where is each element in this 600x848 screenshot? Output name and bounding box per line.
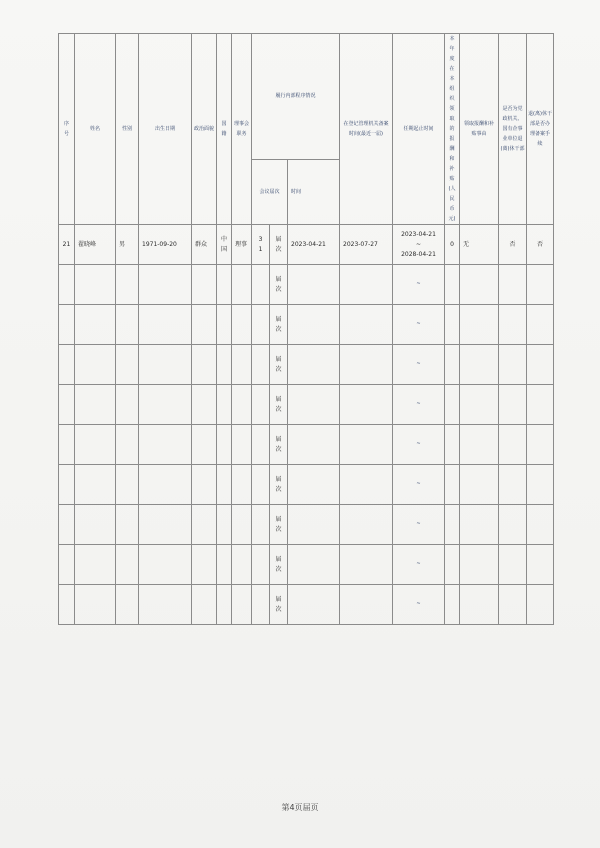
cell-session-units: 届 次 <box>270 265 288 305</box>
cell-session-units: 届 次 <box>270 385 288 425</box>
cell-retired: 否 <box>527 225 554 265</box>
cell-politics: 群众 <box>192 225 217 265</box>
table-row <box>59 425 554 465</box>
cell-term: ~ <box>393 505 445 545</box>
header-birth: 出生日期 <box>139 34 192 225</box>
header-politics: 政治面貌 <box>192 34 217 225</box>
cell-official: 否 <box>499 225 527 265</box>
cell-salary: 0 <box>445 225 460 265</box>
cell-gender: 男 <box>116 225 139 265</box>
cell-nationality: 中国 <box>217 225 232 265</box>
cell-time: 2023-04-21 <box>288 225 340 265</box>
header-retired: 退(离)休干部是否办理备案手续 <box>527 34 554 225</box>
cell-term: ~ <box>393 425 445 465</box>
header-gender: 性别 <box>116 34 139 225</box>
header-registration: 在登记管理机关备案时间(最近一届) <box>340 34 393 225</box>
cell-seq: 21 <box>59 225 75 265</box>
cell-term: ~ <box>393 385 445 425</box>
cell-term: ~ <box>393 345 445 385</box>
cell-session-units: 届 次 <box>270 225 288 265</box>
cell-registration: 2023-07-27 <box>340 225 393 265</box>
cell-salary-reason: 无 <box>460 225 499 265</box>
table-row <box>59 585 554 625</box>
header-row-1 <box>59 34 554 160</box>
cell-session-units: 届 次 <box>270 305 288 345</box>
cell-term: ~ <box>393 585 445 625</box>
header-procedure: 履行内部程序情况 <box>252 34 340 160</box>
cell-session-units: 届 次 <box>270 465 288 505</box>
table-row <box>59 385 554 425</box>
header-meeting: 会议届次 <box>252 160 288 225</box>
cell-name: 翟晓峰 <box>75 225 116 265</box>
header-official: 是否为党政机关、国有企事业单位退(离)休干部 <box>499 34 527 225</box>
cell-term: ~ <box>393 545 445 585</box>
header-salary-reason: 领取报酬和补贴事由 <box>460 34 499 225</box>
cell-session-units: 届 次 <box>270 585 288 625</box>
page-footer: 第4页届页 <box>281 803 319 812</box>
table-row <box>59 345 554 385</box>
header-seq: 序号 <box>59 34 75 225</box>
header-nationality: 国籍 <box>217 34 232 225</box>
cell-term: 2023-04-21 ~ 2028-04-21 <box>393 225 445 265</box>
cell-session-units: 届 次 <box>270 505 288 545</box>
cell-term: ~ <box>393 465 445 505</box>
table-row <box>59 505 554 545</box>
table-row <box>59 545 554 585</box>
header-term: 任期起止时间 <box>393 34 445 225</box>
table-row <box>59 265 554 305</box>
member-table <box>58 33 554 625</box>
cell-session-units: 届 次 <box>270 345 288 385</box>
cell-birth: 1971-09-20 <box>139 225 192 265</box>
cell-session-numbers: 3 1 <box>252 225 270 265</box>
header-time: 时间 <box>288 160 340 225</box>
header-position: 理事会职务 <box>232 34 252 225</box>
cell-session-units: 届 次 <box>270 425 288 465</box>
table-row <box>59 465 554 505</box>
header-salary: 本年度在本组织领取的报酬和补贴(人民币元) <box>445 34 460 225</box>
cell-position: 理事 <box>232 225 252 265</box>
cell-term: ~ <box>393 305 445 345</box>
cell-term: ~ <box>393 265 445 305</box>
table-row <box>59 225 554 265</box>
table-row <box>59 305 554 345</box>
cell-session-units: 届 次 <box>270 545 288 585</box>
header-name: 姓名 <box>75 34 116 225</box>
